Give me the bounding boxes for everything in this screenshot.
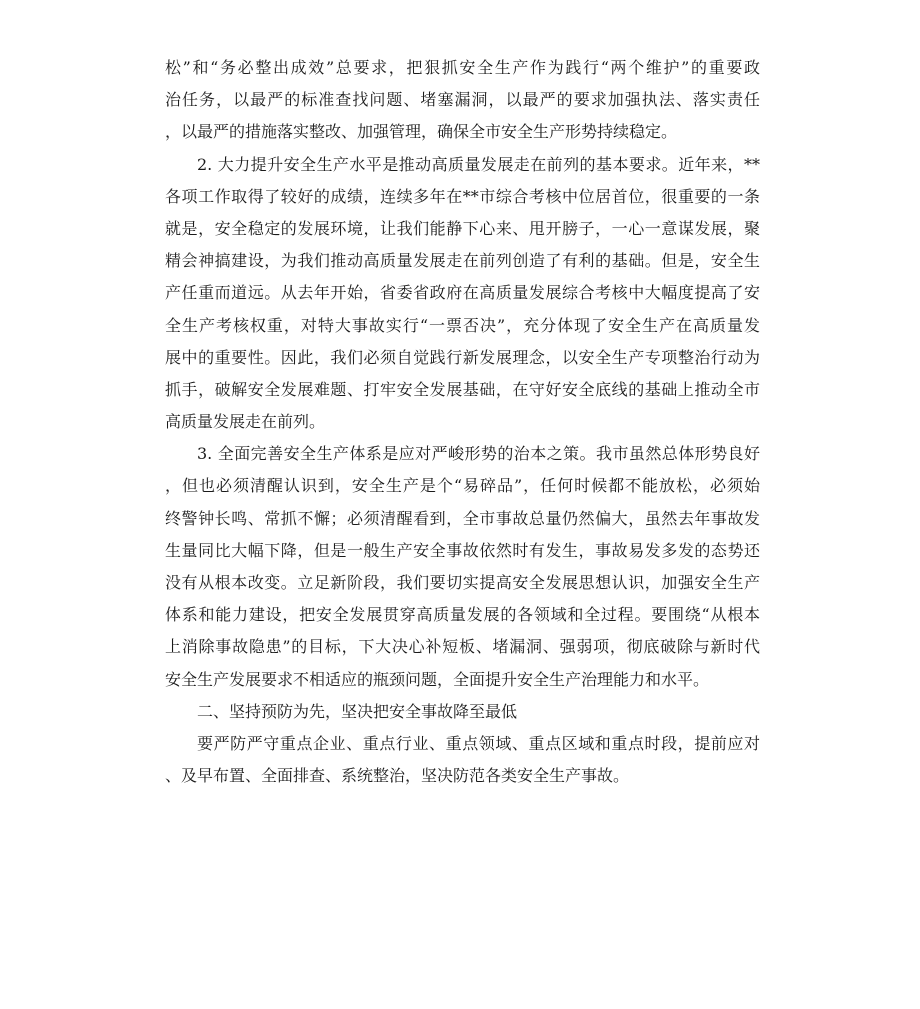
text-line: 精会神搞建设，为我们推动高质量发展走在前列创造了有利的基础。但是，安全生 (165, 251, 760, 271)
text-line: 各项工作取得了较好的成绩，连续多年在**市综合考核中位居首位，很重要的一条 (165, 186, 760, 206)
paragraph-point-2 (165, 149, 760, 439)
text-line: 终警钟长鸣、常抓不懈；必须清醒看到，全市事故总量仍然偏大，虽然去年事故发 (165, 508, 760, 528)
text-line: 没有从根本改变。立足新阶段，我们要切实提高安全发展思想认识，加强安全生产 (165, 573, 760, 592)
text-line: 全生产考核权重，对特大事故实行“一票否决”，充分体现了安全生产在高质量发 (165, 315, 760, 335)
text-line: 上消除事故隐患”的目标，下大决心补短板、堵漏洞、强弱项，彻底破除与新时代 (165, 637, 760, 657)
text-line: 生量同比大幅下降，但是一般生产安全事故依然时有发生，事故易发多发的态势还 (165, 540, 760, 560)
text-line: 松”和“务必整出成效”总要求，把狠抓安全生产作为践行“两个维护”的重要政 (165, 58, 760, 77)
document-body (165, 52, 760, 792)
text-line: 3. 全面完善安全生产体系是应对严峻形势的治本之策。我市虽然总体形势良好 (197, 444, 760, 464)
paragraph-section-2-body (165, 728, 760, 792)
text-line: 要严防严守重点企业、重点行业、重点领域、重点区域和重点时段，提前应对 (197, 733, 760, 753)
text-line: ，但也必须清醒认识到，安全生产是个“易碎品”，任何时候都不能放松，必须始 (165, 476, 760, 496)
text-line: 安全生产发展要求不相适应的瓶颈问题，全面提升安全生产治理能力和水平。 (165, 669, 710, 689)
text-line: 治任务，以最严的标准查找问题、堵塞漏洞，以最严的要求加强执法、落实责任 (165, 90, 760, 110)
paragraph-point-3 (165, 438, 760, 696)
text-line: 、及早布置、全面排查、系统整治，坚决防范各类安全生产事故。 (165, 766, 630, 786)
text-line: 产任重而道远。从去年开始，省委省政府在高质量发展综合考核中大幅度提高了安 (165, 283, 760, 303)
text-line: 2. 大力提升安全生产水平是推动高质量发展走在前列的基本要求。近年来，** (197, 154, 760, 174)
paragraph-intro-tail (165, 52, 760, 149)
text-line: 就是，安全稳定的发展环境，让我们能静下心来、甩开膀子，一心一意谋发展，聚 (165, 218, 760, 238)
text-line: ，以最严的措施落实整改、加强管理，确保全市安全生产形势持续稳定。 (165, 122, 678, 142)
text-line: 展中的重要性。因此，我们必须自觉践行新发展理念，以安全生产专项整治行动为 (165, 347, 760, 367)
section-heading-text: 二、坚持预防为先，坚决把安全事故降至最低 (197, 701, 518, 721)
text-line: 体系和能力建设，把安全发展贯穿高质量发展的各领域和全过程。要围绕“从根本 (165, 605, 760, 625)
text-line: 抓手，破解安全发展难题、打牢安全发展基础，在守好安全底线的基础上推动全市 (165, 379, 760, 399)
text-line: 高质量发展走在前列。 (165, 412, 326, 432)
section-heading (165, 696, 760, 728)
